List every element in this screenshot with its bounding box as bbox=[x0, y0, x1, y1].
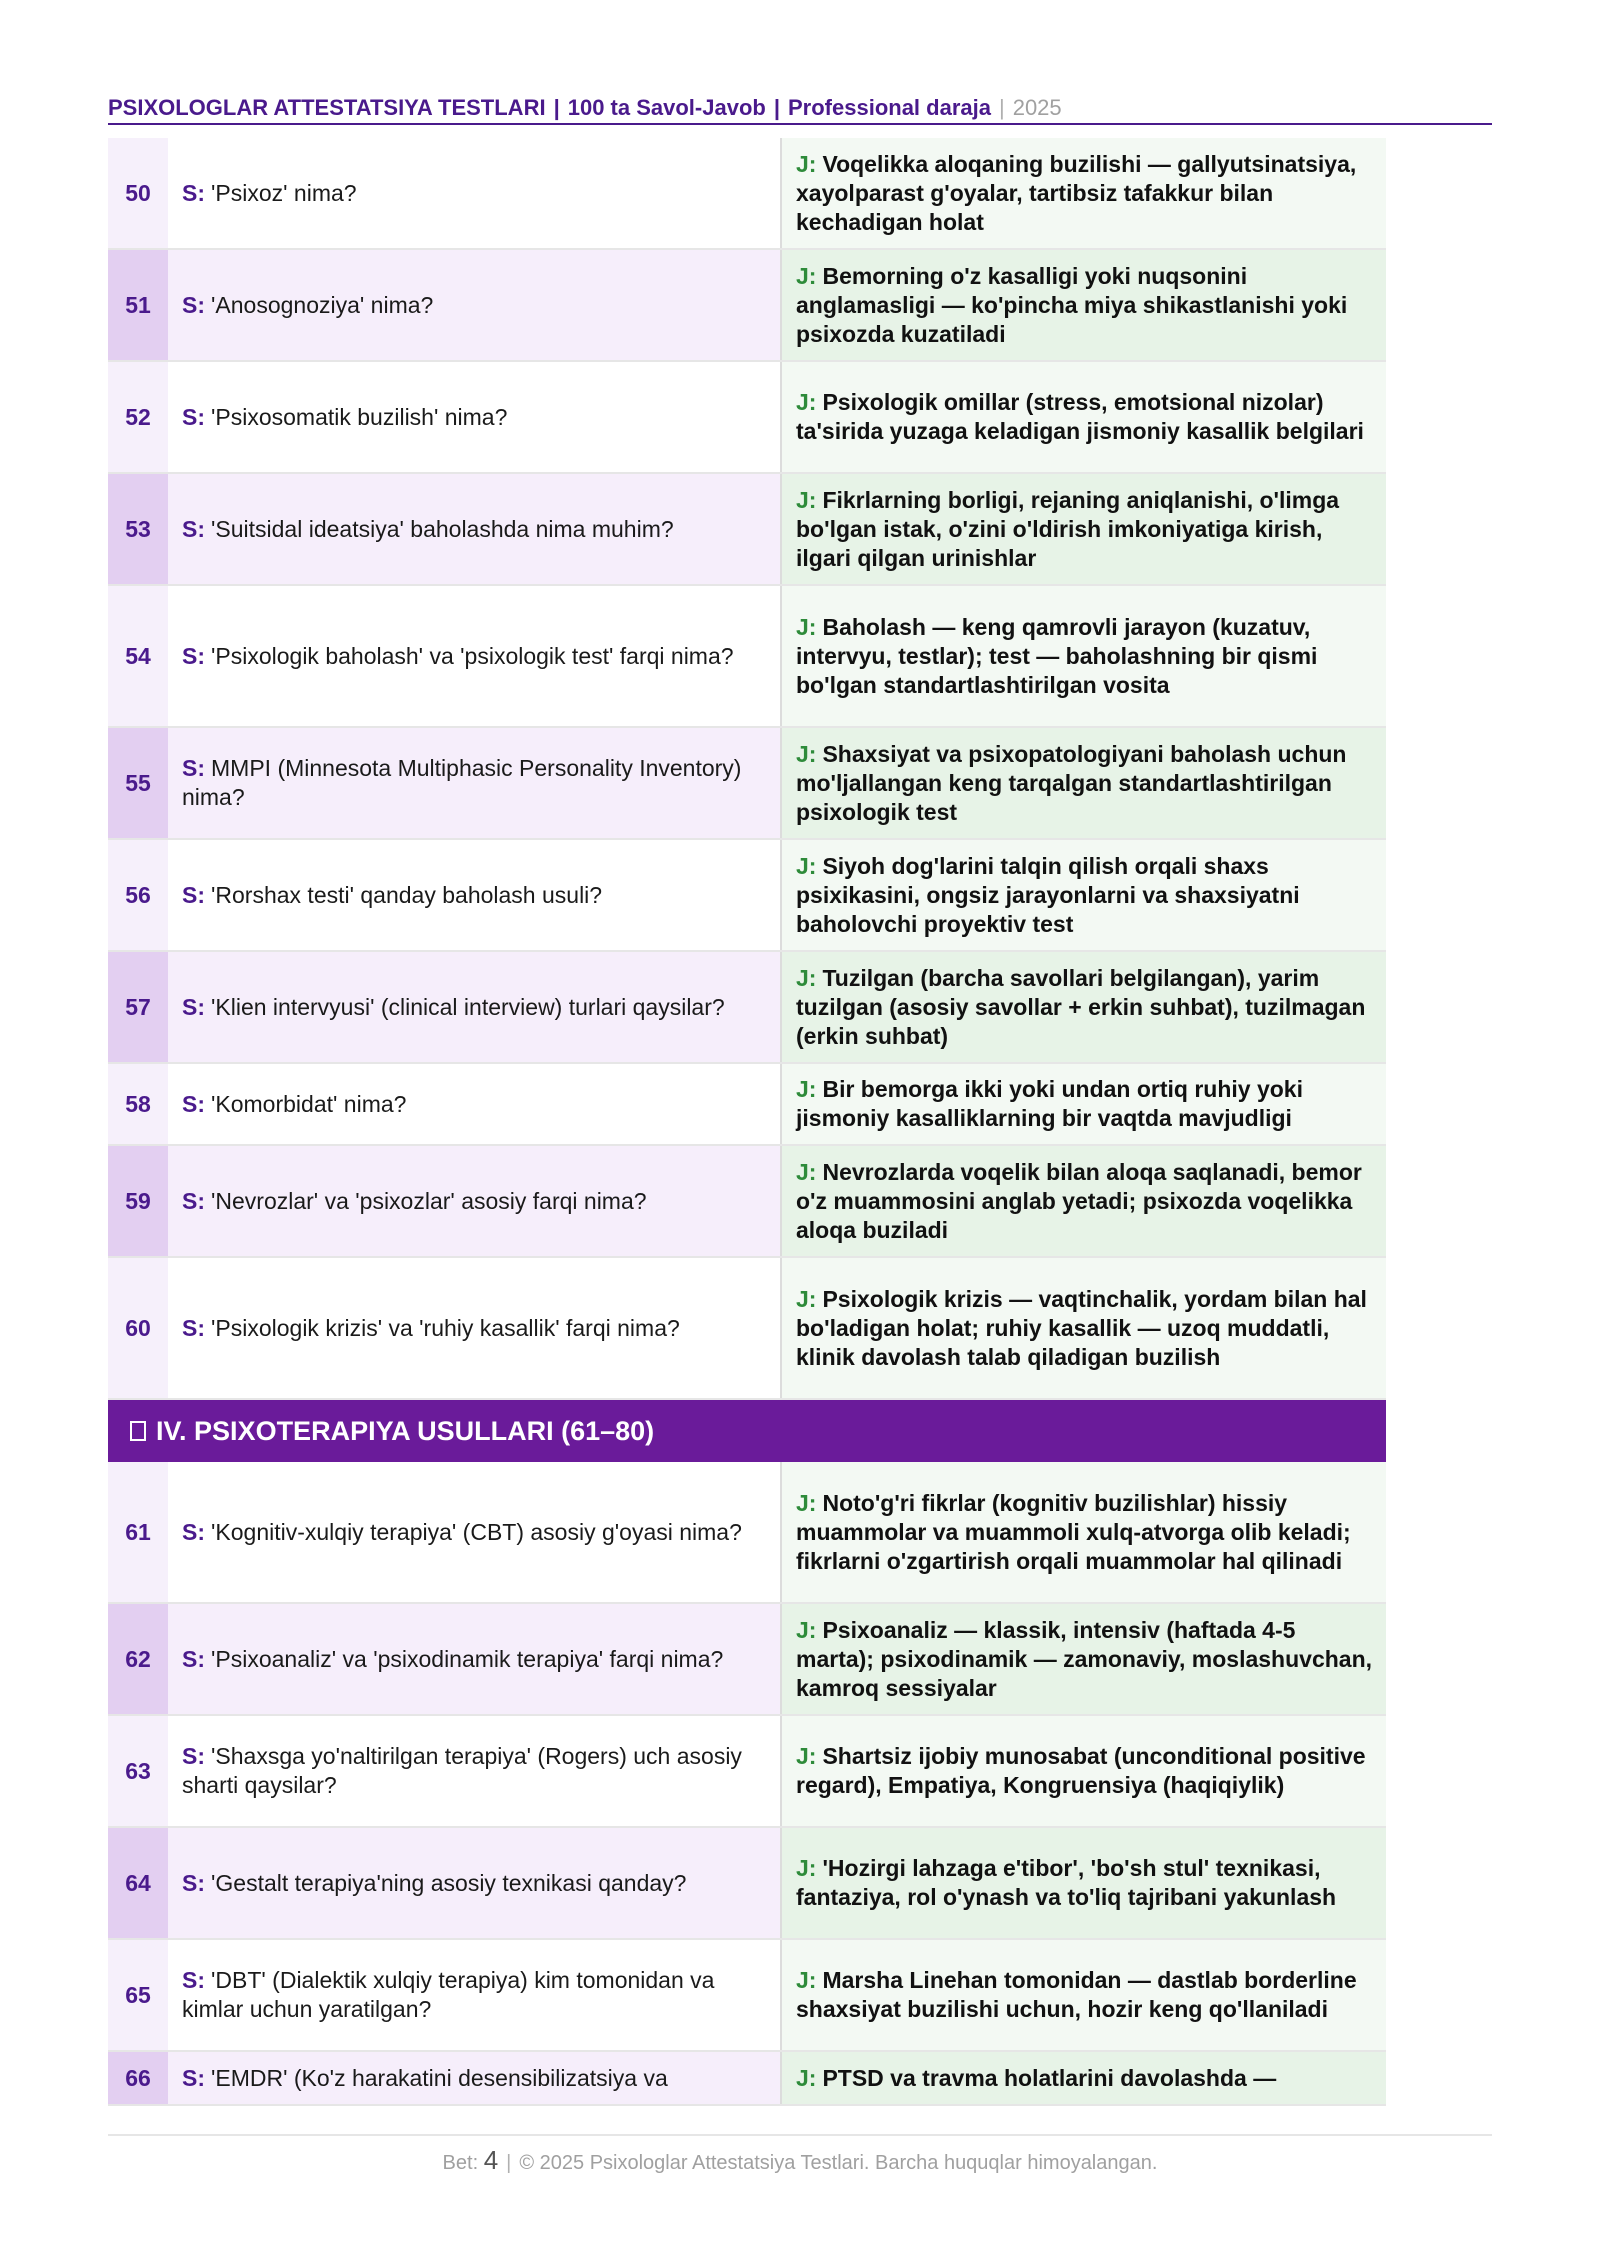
placeholder-glyph-icon bbox=[130, 1421, 146, 1441]
question-cell bbox=[168, 1462, 782, 1602]
section-title: IV. PSIXOTERAPIYA USULLARI (61–80) bbox=[156, 1415, 655, 1446]
question-cell bbox=[168, 952, 782, 1062]
question-label: S: bbox=[182, 1314, 205, 1341]
question-text: 'EMDR' (Ko'z harakatini desensibilizatsiya va bbox=[211, 2064, 668, 2091]
question-label: S: bbox=[182, 642, 205, 669]
question-number: 66 bbox=[108, 2052, 168, 2104]
answer-label: J: bbox=[796, 613, 817, 640]
question-number: 58 bbox=[108, 1064, 168, 1144]
table-row bbox=[108, 1828, 1386, 1940]
question-cell bbox=[168, 1258, 782, 1398]
page-footer bbox=[0, 2145, 1600, 2176]
question-text: 'DBT' (Dialektik xulqiy terapiya) kim tomonidan va kimlar uchun yaratilgan? bbox=[182, 1967, 715, 2022]
question-number: 63 bbox=[108, 1716, 168, 1826]
answer-label: J: bbox=[796, 852, 817, 879]
answer-cell bbox=[782, 952, 1386, 1062]
question-text: 'Psixologik baholash' va 'psixologik test' farqi nima? bbox=[211, 642, 734, 669]
table-row bbox=[108, 1258, 1386, 1400]
answer-label: J: bbox=[796, 1158, 817, 1185]
answer-text: Marsha Linehan tomonidan — dastlab borderline shaxsiyat buzilishi uchun, hozir keng qo'llaniladi bbox=[796, 1967, 1357, 2022]
question-number: 62 bbox=[108, 1604, 168, 1714]
answer-text: Psixoanaliz — klassik, intensiv (haftada 4-5 marta); psixodinamik — zamonaviy, moslashuvchan, kamroq sessiyalar bbox=[796, 1616, 1373, 1701]
answer-text: Tuzilgan (barcha savollari belgilangan), yarim tuzilgan (asosiy savollar + erkin suhbat), tuzilmagan (erkin suhbat) bbox=[796, 964, 1366, 1049]
question-cell bbox=[168, 1604, 782, 1714]
answer-cell bbox=[782, 1064, 1386, 1144]
footer-separator: | bbox=[506, 2152, 512, 2174]
question-number: 54 bbox=[108, 586, 168, 726]
answer-cell bbox=[782, 474, 1386, 584]
answer-cell bbox=[782, 586, 1386, 726]
table-row bbox=[108, 250, 1386, 362]
answer-text: Shartsiz ijobiy munosabat (unconditional positive regard), Empatiya, Kongruensiya (haqiqiylik) bbox=[796, 1743, 1366, 1798]
question-label: S: bbox=[182, 179, 205, 206]
answer-label: J: bbox=[796, 2064, 817, 2091]
answer-label: J: bbox=[796, 964, 817, 991]
question-number: 51 bbox=[108, 250, 168, 360]
table-row bbox=[108, 840, 1386, 952]
header-count: 100 ta Savol-Javob bbox=[567, 95, 766, 120]
question-label: S: bbox=[182, 1518, 205, 1545]
question-cell bbox=[168, 1146, 782, 1256]
answer-label: J: bbox=[796, 1743, 817, 1769]
question-cell bbox=[168, 586, 782, 726]
answer-cell bbox=[782, 1146, 1386, 1256]
question-label: S: bbox=[182, 881, 205, 908]
answer-text: Fikrlarning borligi, rejaning aniqlanishi, o'limga bo'lgan istak, o'zini o'ldirish imkoniyatiga kirish, ilgari qilgan urinishlar bbox=[796, 486, 1340, 571]
question-label: S: bbox=[182, 2064, 205, 2091]
question-text: 'Suitsidal ideatsiya' baholashda nima muhim? bbox=[211, 515, 674, 542]
question-number: 50 bbox=[108, 138, 168, 248]
question-label: S: bbox=[182, 993, 205, 1020]
question-text: 'Komorbidat' nima? bbox=[211, 1090, 407, 1117]
question-text: 'Psixoanaliz' va 'psixodinamik terapiya' farqi nima? bbox=[211, 1645, 724, 1672]
header-year: 2025 bbox=[1012, 95, 1062, 120]
question-text: 'Shaxsga yo'naltirilgan terapiya' (Rogers) uch asosiy sharti qaysilar? bbox=[182, 1743, 742, 1798]
table-row bbox=[108, 138, 1386, 250]
answer-cell bbox=[782, 1258, 1386, 1398]
question-cell bbox=[168, 728, 782, 838]
question-text: 'Klien intervyusi' (clinical interview) turlari qaysilar? bbox=[211, 993, 725, 1020]
answer-cell bbox=[782, 728, 1386, 838]
qa-table bbox=[108, 138, 1386, 2106]
question-label: S: bbox=[182, 515, 205, 542]
answer-text: Nevrozlarda voqelik bilan aloqa saqlanadi, bemor o'z muammosini anglab yetadi; psixozda voqelikka aloqa buziladi bbox=[796, 1158, 1362, 1243]
answer-label: J: bbox=[796, 389, 817, 415]
question-text: 'Psixologik krizis' va 'ruhiy kasallik' farqi nima? bbox=[211, 1314, 680, 1341]
answer-cell bbox=[782, 1604, 1386, 1714]
table-row bbox=[108, 1716, 1386, 1828]
question-label: S: bbox=[182, 1743, 205, 1769]
answer-label: J: bbox=[796, 486, 817, 513]
table-row bbox=[108, 1064, 1386, 1146]
question-text: 'Psixosomatik buzilish' nima? bbox=[211, 403, 508, 430]
question-label: S: bbox=[182, 1967, 205, 1993]
question-text: 'Psixoz' nima? bbox=[211, 179, 357, 206]
question-text: MMPI (Minnesota Multiphasic Personality Inventory) nima? bbox=[182, 755, 742, 810]
table-row bbox=[108, 362, 1386, 474]
answer-cell bbox=[782, 1828, 1386, 1938]
question-cell bbox=[168, 840, 782, 950]
question-text: 'Nevrozlar' va 'psixozlar' asosiy farqi nima? bbox=[211, 1187, 647, 1214]
question-number: 57 bbox=[108, 952, 168, 1062]
question-number: 64 bbox=[108, 1828, 168, 1938]
answer-text: Psixologik krizis — vaqtinchalik, yordam bilan hal bo'ladigan holat; ruhiy kasallik — uzoq muddatli, klinik davolash talab qiladigan buzilish bbox=[796, 1285, 1367, 1370]
question-cell bbox=[168, 138, 782, 248]
header-title: PSIXOLOGLAR ATTESTATSIYA TESTLARI bbox=[108, 95, 546, 120]
question-text: 'Rorshax testi' qanday baholash usuli? bbox=[211, 881, 603, 908]
answer-label: J: bbox=[796, 1489, 817, 1516]
answer-text: Shaxsiyat va psixopatologiyani baholash uchun mo'ljallangan keng tarqalgan standartlashtirilgan psixologik test bbox=[796, 740, 1347, 825]
qa-group bbox=[108, 1462, 1386, 2106]
question-text: 'Kognitiv-xulqiy terapiya' (CBT) asosiy g'oyasi nima? bbox=[211, 1518, 742, 1545]
answer-cell bbox=[782, 138, 1386, 248]
answer-text: Voqelikka aloqaning buzilishi — gallyutsinatsiya, xayolparast g'oyalar, tartibsiz tafakkur bilan kechadigan holat bbox=[796, 150, 1357, 235]
footer-page-number: 4 bbox=[483, 2145, 499, 2175]
question-text: 'Gestalt terapiya'ning asosiy texnikasi qanday? bbox=[211, 1869, 687, 1896]
header-level: Professional daraja bbox=[788, 95, 991, 120]
footer-divider bbox=[108, 2134, 1492, 2136]
question-label: S: bbox=[182, 1187, 205, 1214]
question-cell bbox=[168, 1064, 782, 1144]
answer-label: J: bbox=[796, 1616, 817, 1643]
answer-label: J: bbox=[796, 262, 817, 289]
answer-label: J: bbox=[796, 1855, 817, 1881]
table-row bbox=[108, 1146, 1386, 1258]
answer-text: Noto'g'ri fikrlar (kognitiv buzilishlar) hissiy muammolar va muammoli xulq-atvorga olib keladi; fikrlarni o'zgartirish orqali muammolar hal qilinadi bbox=[796, 1489, 1351, 1574]
answer-text: Bir bemorga ikki yoki undan ortiq ruhiy yoki jismoniy kasalliklarning bir vaqtda mavjudligi bbox=[796, 1076, 1303, 1131]
table-row bbox=[108, 1462, 1386, 1604]
question-cell bbox=[168, 1716, 782, 1826]
answer-cell bbox=[782, 1716, 1386, 1826]
question-number: 60 bbox=[108, 1258, 168, 1398]
question-number: 59 bbox=[108, 1146, 168, 1256]
answer-cell bbox=[782, 250, 1386, 360]
answer-label: J: bbox=[796, 1076, 817, 1102]
question-cell bbox=[168, 362, 782, 472]
answer-text: Siyoh dog'larini talqin qilish orqali shaxs psixikasini, ongsiz jarayonlarni va shaxsiyatni baholovchi proyektiv test bbox=[796, 852, 1300, 937]
question-label: S: bbox=[182, 755, 205, 781]
table-row bbox=[108, 728, 1386, 840]
header-separator: | bbox=[998, 95, 1005, 120]
table-row bbox=[108, 474, 1386, 586]
answer-label: J: bbox=[796, 740, 817, 767]
header-separator: | bbox=[553, 95, 560, 120]
table-row bbox=[108, 2052, 1386, 2106]
question-cell bbox=[168, 1940, 782, 2050]
question-cell bbox=[168, 2052, 782, 2104]
question-label: S: bbox=[182, 1090, 205, 1117]
qa-group bbox=[108, 138, 1386, 1400]
question-number: 53 bbox=[108, 474, 168, 584]
question-label: S: bbox=[182, 1869, 205, 1896]
question-label: S: bbox=[182, 291, 205, 318]
answer-cell bbox=[782, 362, 1386, 472]
question-number: 65 bbox=[108, 1940, 168, 2050]
question-number: 61 bbox=[108, 1462, 168, 1602]
table-row bbox=[108, 586, 1386, 728]
answer-label: J: bbox=[796, 1967, 817, 1993]
answer-label: J: bbox=[796, 1285, 817, 1312]
answer-label: J: bbox=[796, 150, 817, 177]
answer-text: Psixologik omillar (stress, emotsional nizolar) ta'sirida yuzaga keladigan jismoniy kasallik belgilari bbox=[796, 389, 1364, 444]
section-header bbox=[108, 1400, 1386, 1462]
answer-cell bbox=[782, 2052, 1386, 2104]
answer-cell bbox=[782, 1462, 1386, 1602]
question-number: 52 bbox=[108, 362, 168, 472]
question-label: S: bbox=[182, 1645, 205, 1672]
page-header bbox=[108, 93, 1492, 125]
answer-cell bbox=[782, 1940, 1386, 2050]
question-cell bbox=[168, 250, 782, 360]
question-number: 55 bbox=[108, 728, 168, 838]
answer-text: Baholash — keng qamrovli jarayon (kuzatuv, intervyu, testlar); test — baholashning bir qismi bo'lgan standartlashtirilgan vosita bbox=[796, 613, 1318, 698]
table-row bbox=[108, 952, 1386, 1064]
footer-copyright: © 2025 Psixologlar Attestatsiya Testlari. Barcha huquqlar himoyalangan. bbox=[519, 2152, 1158, 2174]
answer-text: 'Hozirgi lahzaga e'tibor', 'bo'sh stul' texnikasi, fantaziya, rol o'ynash va to'liq tajribani yakunlash bbox=[796, 1855, 1337, 1910]
question-cell bbox=[168, 1828, 782, 1938]
answer-cell bbox=[782, 840, 1386, 950]
answer-text: Bemorning o'z kasalligi yoki nuqsonini anglamasligi — ko'pincha miya shikastlanishi yoki psixozda kuzatiladi bbox=[796, 262, 1348, 347]
answer-text: PTSD va travma holatlarini davolashda — bbox=[822, 2064, 1277, 2091]
question-text: 'Anosognoziya' nima? bbox=[211, 291, 434, 318]
table-row bbox=[108, 1604, 1386, 1716]
question-cell bbox=[168, 474, 782, 584]
question-label: S: bbox=[182, 403, 205, 430]
header-separator: | bbox=[773, 95, 780, 120]
question-number: 56 bbox=[108, 840, 168, 950]
table-row bbox=[108, 1940, 1386, 2052]
footer-page-label: Bet: bbox=[442, 2152, 479, 2174]
